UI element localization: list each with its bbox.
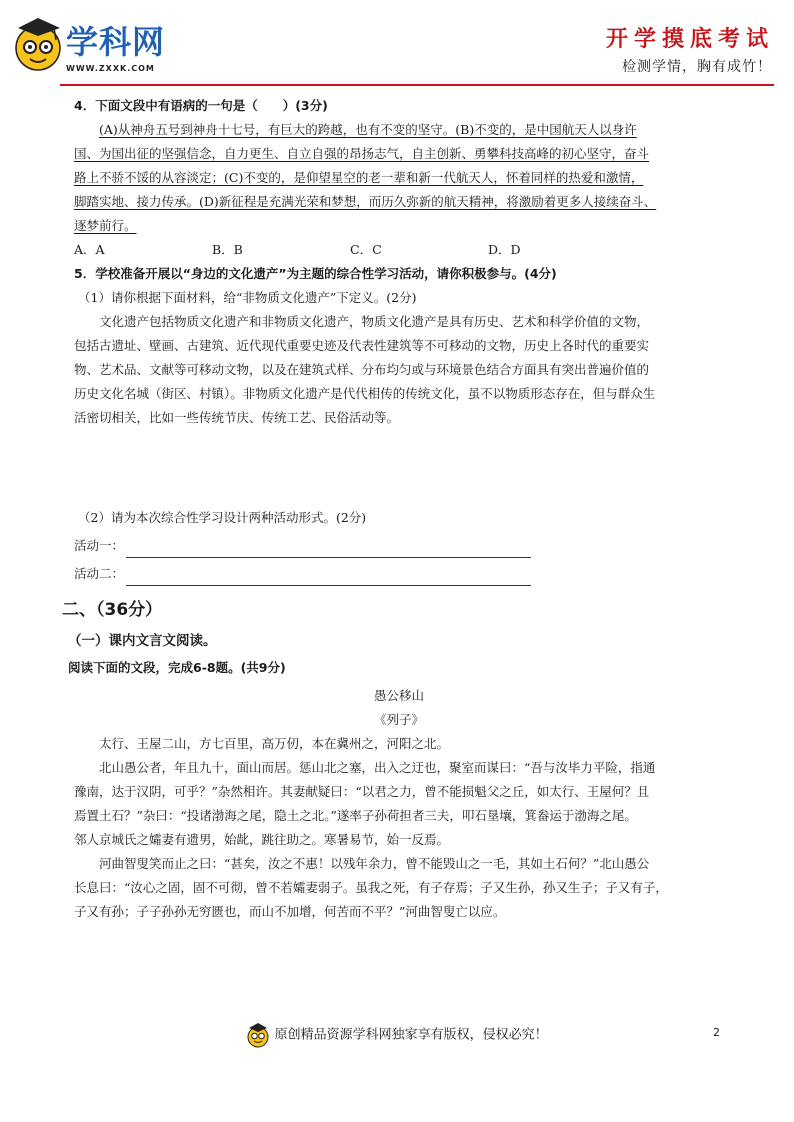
q4-options <box>74 238 724 262</box>
article-line: 北山愚公者，年且九十，面山而居。惩山北之塞，出入之迂也，聚室而谋曰：“吾与汝毕力平险，指通 <box>99 760 656 775</box>
activity1-row <box>74 530 724 558</box>
material-line: 物、艺术品、文献等可移动文物，以及在建筑式样、分布均匀或与环境景色结合方面具有突出普遍价值的 <box>74 362 650 377</box>
article-line: 邻人京城氏之孀妻有遗男，始龀，跳往助之。寒暑易节，始一反焉。 <box>74 832 450 847</box>
option-a: A．A <box>74 242 105 257</box>
material-line: 活密切相关，比如一些传统节庆、传统工艺、民俗活动等。 <box>74 410 400 425</box>
mascot-icon <box>246 1022 270 1048</box>
q5-sub1: （1）请你根据下面材料，给“非物质文化遗产”下定义。(2分) <box>78 290 417 305</box>
q5-sub2: （2）请为本次综合性学习设计两种活动形式。(2分) <box>78 510 367 525</box>
q4-line: 脚踏实地、接力传承。(D)新征程是充满光荣和梦想，而历久弥新的航天精神，将激励着更多人接续奋斗、 <box>74 194 657 209</box>
footer <box>0 1022 794 1048</box>
q5-material <box>74 310 724 430</box>
article-title: 愚公移山 <box>373 688 424 703</box>
activity2-label: 活动二： <box>74 566 125 581</box>
footer-text: 原创精品资源学科网独家享有版权，侵权必究！ <box>274 1027 548 1043</box>
activity2-blank[interactable] <box>126 569 531 586</box>
exam-title: 开学摸底考试 <box>605 26 774 52</box>
q4-line: (A)从神舟五号到神舟十七号，有巨大的跨越，也有不变的坚守。(B)不变的，是中国航天人以身许 <box>99 122 637 137</box>
q4-line: 国、为国出征的坚强信念，自力更生、自立自强的昂扬志气，自主创新、勇攀科技高峰的初心坚守，奋斗 <box>74 146 650 161</box>
q4-passage <box>74 118 724 238</box>
logo-url: WWW.ZXXK.COM <box>66 64 155 73</box>
material-line: 历史文化名城（街区、村镇）。非物质文化遗产是代代相传的传统文化，虽不以物质形态存在，但与群众生 <box>74 386 656 401</box>
q4-title: 4．下面文段中有语病的一句是（ ）(3分) <box>74 98 328 113</box>
activity1-label: 活动一： <box>74 538 125 553</box>
header-divider <box>60 84 774 86</box>
page-content <box>62 94 724 924</box>
page-number: 2 <box>713 1026 720 1039</box>
exam-subtitle: 检测学情，胸有成竹！ <box>622 59 772 75</box>
mascot-logo-icon <box>10 14 68 74</box>
section2-part1: （一）课内文言文阅读。 <box>68 633 217 649</box>
article-line: 太行、王屋二山，方七百里，高万仞，本在冀州之，河阳之北。 <box>99 736 450 751</box>
material-line: 包括古遗址、壁画、古建筑、近代现代重要史迹及代表性建筑等不可移动的文物，历史上各时代的重要实 <box>74 338 650 353</box>
q4-line: 路上不骄不馁的从容淡定；(C)不变的，是仰望星空的老一辈和新一代航天人，怀着同样的热爱和激情， <box>74 170 644 185</box>
option-c: C．C <box>350 242 382 257</box>
option-d: D．D <box>488 242 521 257</box>
activity1-blank[interactable] <box>126 541 531 558</box>
article-text <box>74 732 724 924</box>
q5-title: 5．学校准备开展以“身边的文化遗产”为主题的综合性学习活动，请你积极参与。(4分) <box>74 266 557 281</box>
article-line: 长息曰：“汝心之固，固不可彻，曾不若孀妻弱子。虽我之死，有子存焉；子又生孙，孙又生子；子又有子， <box>74 880 668 895</box>
article-line: 焉置土石？”杂曰：“投诸渤海之尾，隐土之北。”遂率子孙荷担者三夫，叩石垦壤，箕畚运于渤海之尾。 <box>74 808 637 823</box>
option-b: B．B <box>212 242 243 257</box>
activity2-row <box>74 558 724 586</box>
logo <box>10 14 190 84</box>
article-line: 河曲智叟笑而止之曰：“甚矣，汝之不惠！以残年余力，曾不能毁山之一毛，其如土石何？”北山愚公 <box>99 856 650 871</box>
logo-text: 学科网 <box>66 23 166 61</box>
material-line: 文化遗产包括物质文化遗产和非物质文化遗产，物质文化遗产是具有历史、艺术和科学价值的文物， <box>99 314 650 329</box>
article-line: 子又有孙；子子孙孙无穷匮也，而山不加增，何苦而不平？”河曲智叟亡以应。 <box>74 904 506 919</box>
article-line: 豫南，达于汉阴，可乎？”杂然相许。其妻献疑曰：“以君之力，曾不能损魁父之丘，如太行、王屋何？且 <box>74 784 650 799</box>
q4-line: 逐梦前行。 <box>74 218 137 233</box>
section2-instruction: 阅读下面的文段，完成6-8题。(共9分) <box>68 660 286 675</box>
answer-space[interactable] <box>74 430 724 506</box>
article-source: 《列子》 <box>373 712 424 727</box>
section2-title: 二、（36分） <box>62 600 163 620</box>
